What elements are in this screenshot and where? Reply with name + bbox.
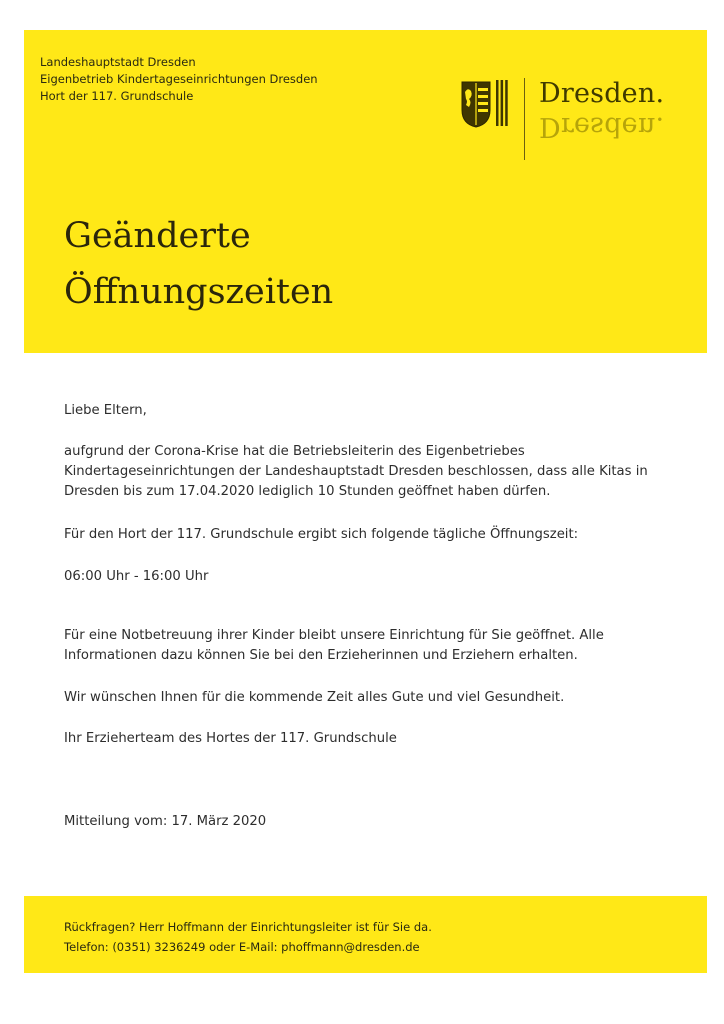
paragraph-line: Dresden bis zum 17.04.2020 lediglich 10 Stunden geöffnet haben dürfen. — [64, 484, 551, 499]
salutation: Liebe Eltern, — [64, 403, 147, 418]
sender-line-school: Hort der 117. Grundschule — [40, 89, 194, 103]
paragraph-line: aufgrund der Corona-Krise hat die Betriebsleiterin des Eigenbetriebes — [64, 444, 525, 459]
paragraph-closure-decision — [64, 442, 648, 502]
footer-contact — [64, 917, 432, 957]
paragraph-wishes: Wir wünschen Ihnen für die kommende Zeit alles Gute und viel Gesundheit. — [64, 690, 565, 705]
sender-line-organisation: Eigenbetrieb Kindertageseinrichtungen Dresden — [40, 72, 318, 86]
paragraph-opening-hours-intro: Für den Hort der 117. Grundschule ergibt sich folgende tägliche Öffnungszeit: — [64, 527, 579, 542]
logo-wordmark: Dresden. — [539, 78, 665, 109]
dresden-logo — [432, 48, 665, 168]
opening-hours: 06:00 Uhr - 16:00 Uhr — [64, 569, 209, 584]
logo-wordmark-reflection: Dresden. — [539, 111, 665, 142]
paragraph-line: Kindertageseinrichtungen der Landeshauptstadt Dresden beschlossen, dass alle Kitas in — [64, 464, 648, 479]
paragraph-line: Informationen dazu können Sie bei den Erzieherinnen und Erziehern erhalten. — [64, 648, 578, 663]
footer-question: Rückfragen? Herr Hoffmann der Einrichtungsleiter ist für Sie da. — [64, 920, 432, 934]
notice-date: Mitteilung vom: 17. März 2020 — [64, 814, 267, 829]
dresden-coat-of-arms-icon — [461, 80, 491, 128]
logo-divider — [524, 78, 525, 160]
closing-signature: Ihr Erzieherteam des Hortes der 117. Grundschule — [64, 731, 397, 746]
sender-line-city: Landeshauptstadt Dresden — [40, 55, 196, 69]
page-title — [64, 208, 333, 320]
paragraph-line: Für eine Notbetreuung ihrer Kinder bleibt unsere Einrichtung für Sie geöffnet. Alle — [64, 628, 604, 643]
title-line-2: Öffnungszeiten — [64, 272, 334, 312]
logo-bars-icon — [496, 80, 508, 126]
paragraph-emergency-care — [64, 626, 604, 666]
footer-phone-email: Telefon: (0351) 3236249 oder E-Mail: phoffmann@dresden.de — [64, 940, 420, 954]
sender-address — [40, 54, 318, 105]
title-line-1: Geänderte — [64, 216, 251, 256]
